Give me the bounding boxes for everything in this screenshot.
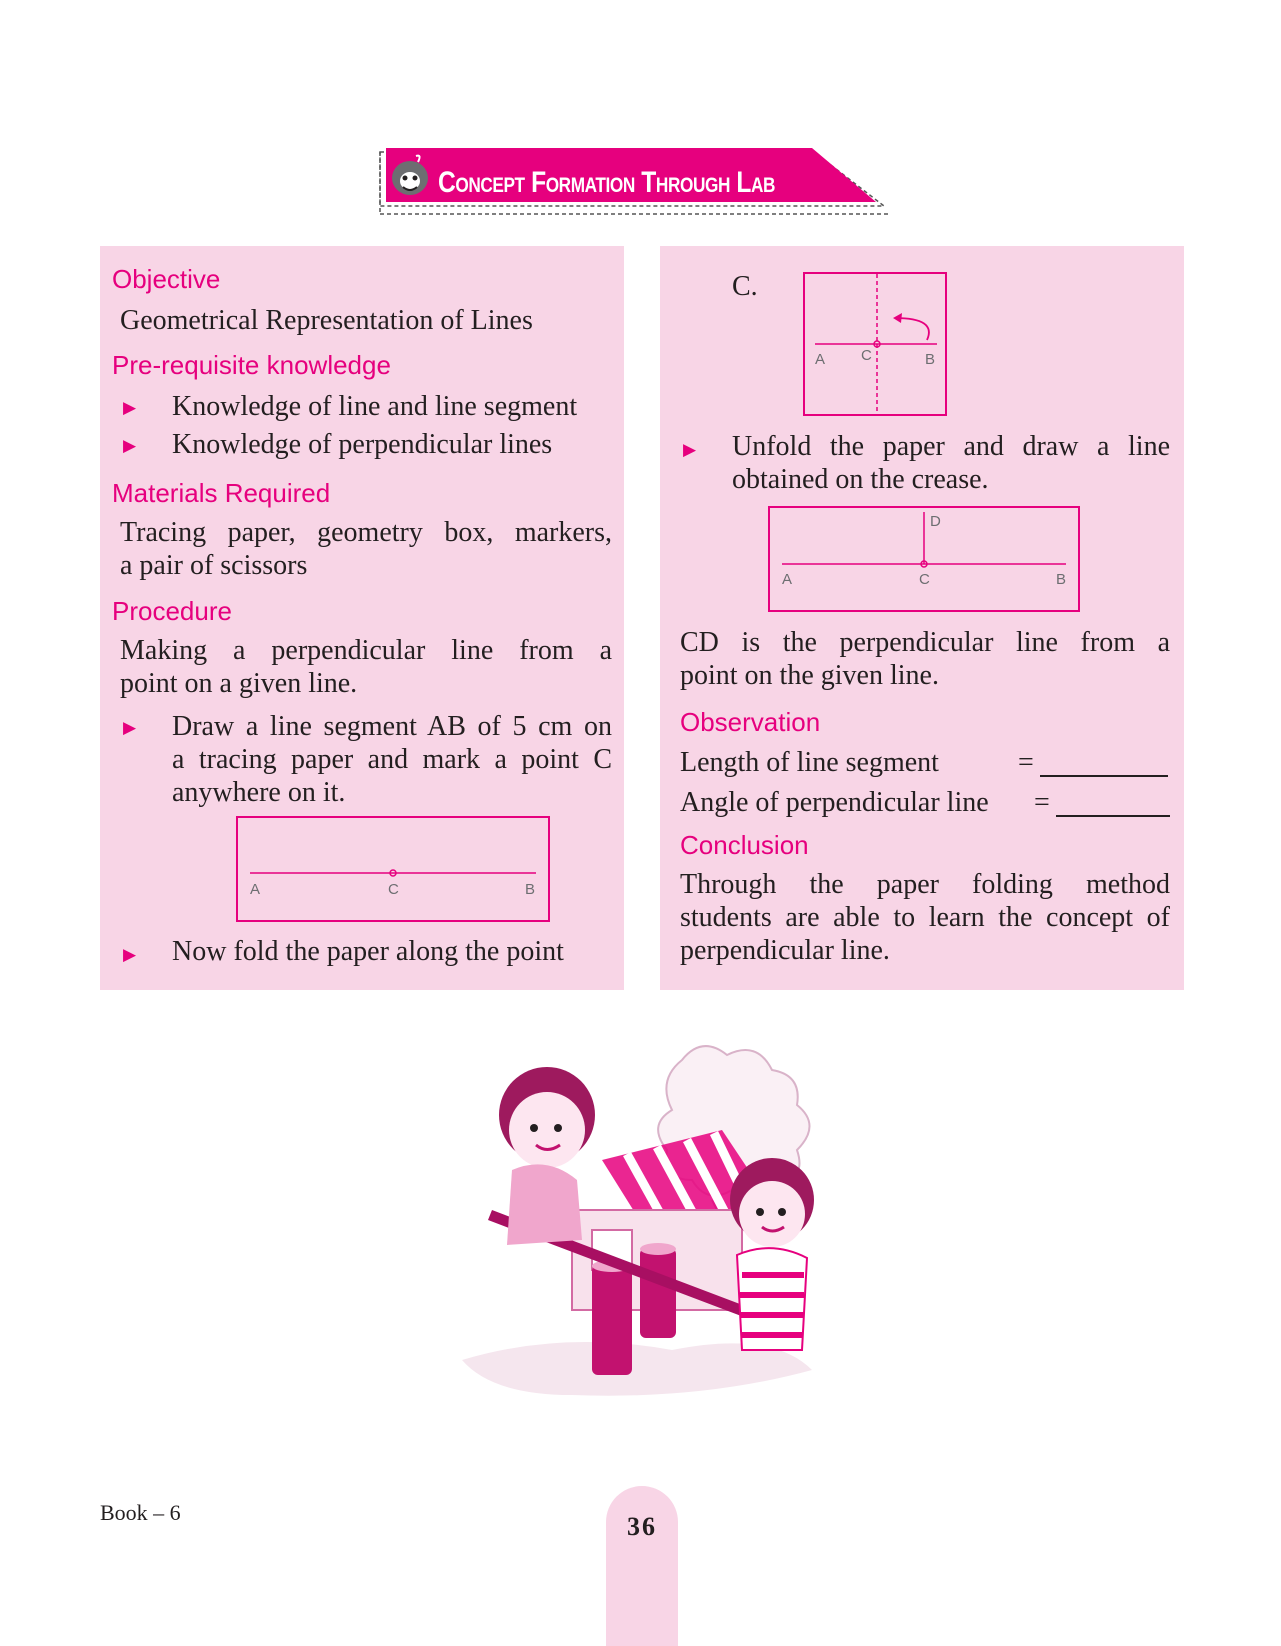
folded-paper-diagram bbox=[803, 272, 947, 416]
procedure-heading: Procedure bbox=[112, 596, 232, 626]
prereq-item: Knowledge of perpendicular lines bbox=[172, 429, 553, 460]
materials-line: a pair of scissors bbox=[120, 550, 308, 581]
procedure-intro-line: point on a given line. bbox=[120, 668, 358, 699]
perpendicular-line-diagram bbox=[768, 506, 1080, 612]
book-label: Book – 6 bbox=[100, 1500, 181, 1525]
procedure-intro-line: Making a perpendicular line from a bbox=[120, 635, 612, 666]
step3-line: Unfold the paper and draw a line bbox=[732, 431, 1170, 462]
point-label: A bbox=[782, 571, 793, 588]
conclusion-line: students are able to learn the concept of bbox=[680, 902, 1170, 933]
prereq-heading: Pre-requisite knowledge bbox=[112, 350, 391, 380]
playground-illustration bbox=[452, 1030, 872, 1450]
prereq-item: Knowledge of line and line segment bbox=[172, 391, 578, 422]
triangle-right-icon: ▶ bbox=[123, 718, 137, 737]
materials-heading: Materials Required bbox=[112, 478, 331, 508]
result-line: CD is the perpendicular line from a bbox=[680, 627, 1170, 658]
point-label: C bbox=[861, 347, 872, 364]
objective-heading: Objective bbox=[112, 264, 221, 294]
page-number: 36 bbox=[627, 1512, 657, 1541]
triangle-right-icon: ▶ bbox=[123, 398, 137, 417]
triangle-right-icon: ▶ bbox=[123, 945, 137, 964]
conclusion-line: Through the paper folding method bbox=[680, 869, 1170, 900]
triangle-right-icon: ▶ bbox=[123, 436, 137, 455]
answer-blank[interactable] bbox=[1056, 815, 1170, 817]
point-label: C bbox=[388, 881, 399, 898]
step2-continuation: C. bbox=[732, 271, 758, 302]
conclusion-heading: Conclusion bbox=[680, 830, 809, 860]
point-label: C bbox=[919, 571, 930, 588]
banner-title: Concept Formation Through Lab bbox=[438, 166, 776, 199]
page-number-tab bbox=[606, 1486, 678, 1646]
equals-sign: = bbox=[1034, 787, 1050, 818]
step1-line: Draw a line segment AB of 5 cm on bbox=[172, 711, 612, 742]
point-label: D bbox=[930, 513, 941, 530]
point-label: B bbox=[525, 881, 536, 898]
step2-line: Now fold the paper along the point bbox=[172, 936, 564, 967]
conclusion-line: perpendicular line. bbox=[680, 935, 890, 966]
step3-line: obtained on the crease. bbox=[732, 464, 989, 495]
observation-heading: Observation bbox=[680, 707, 821, 737]
materials-line: Tracing paper, geometry box, markers, bbox=[120, 517, 612, 548]
equals-sign: = bbox=[1018, 747, 1034, 778]
point-label: B bbox=[1056, 571, 1067, 588]
observation-angle-label: Angle of perpendicular line bbox=[680, 787, 989, 818]
result-line: point on the given line. bbox=[680, 660, 939, 691]
mascot-icon bbox=[388, 152, 432, 202]
objective-text: Geometrical Representation of Lines bbox=[120, 305, 533, 336]
triangle-right-icon: ▶ bbox=[683, 440, 697, 459]
line-segment-diagram bbox=[236, 816, 550, 922]
point-label: B bbox=[925, 351, 936, 368]
observation-length-label: Length of line segment bbox=[680, 747, 939, 778]
step1-line: anywhere on it. bbox=[172, 777, 346, 808]
step1-line: a tracing paper and mark a point C bbox=[172, 744, 612, 775]
point-label: A bbox=[250, 881, 261, 898]
answer-blank[interactable] bbox=[1040, 775, 1168, 777]
point-label: A bbox=[815, 351, 826, 368]
